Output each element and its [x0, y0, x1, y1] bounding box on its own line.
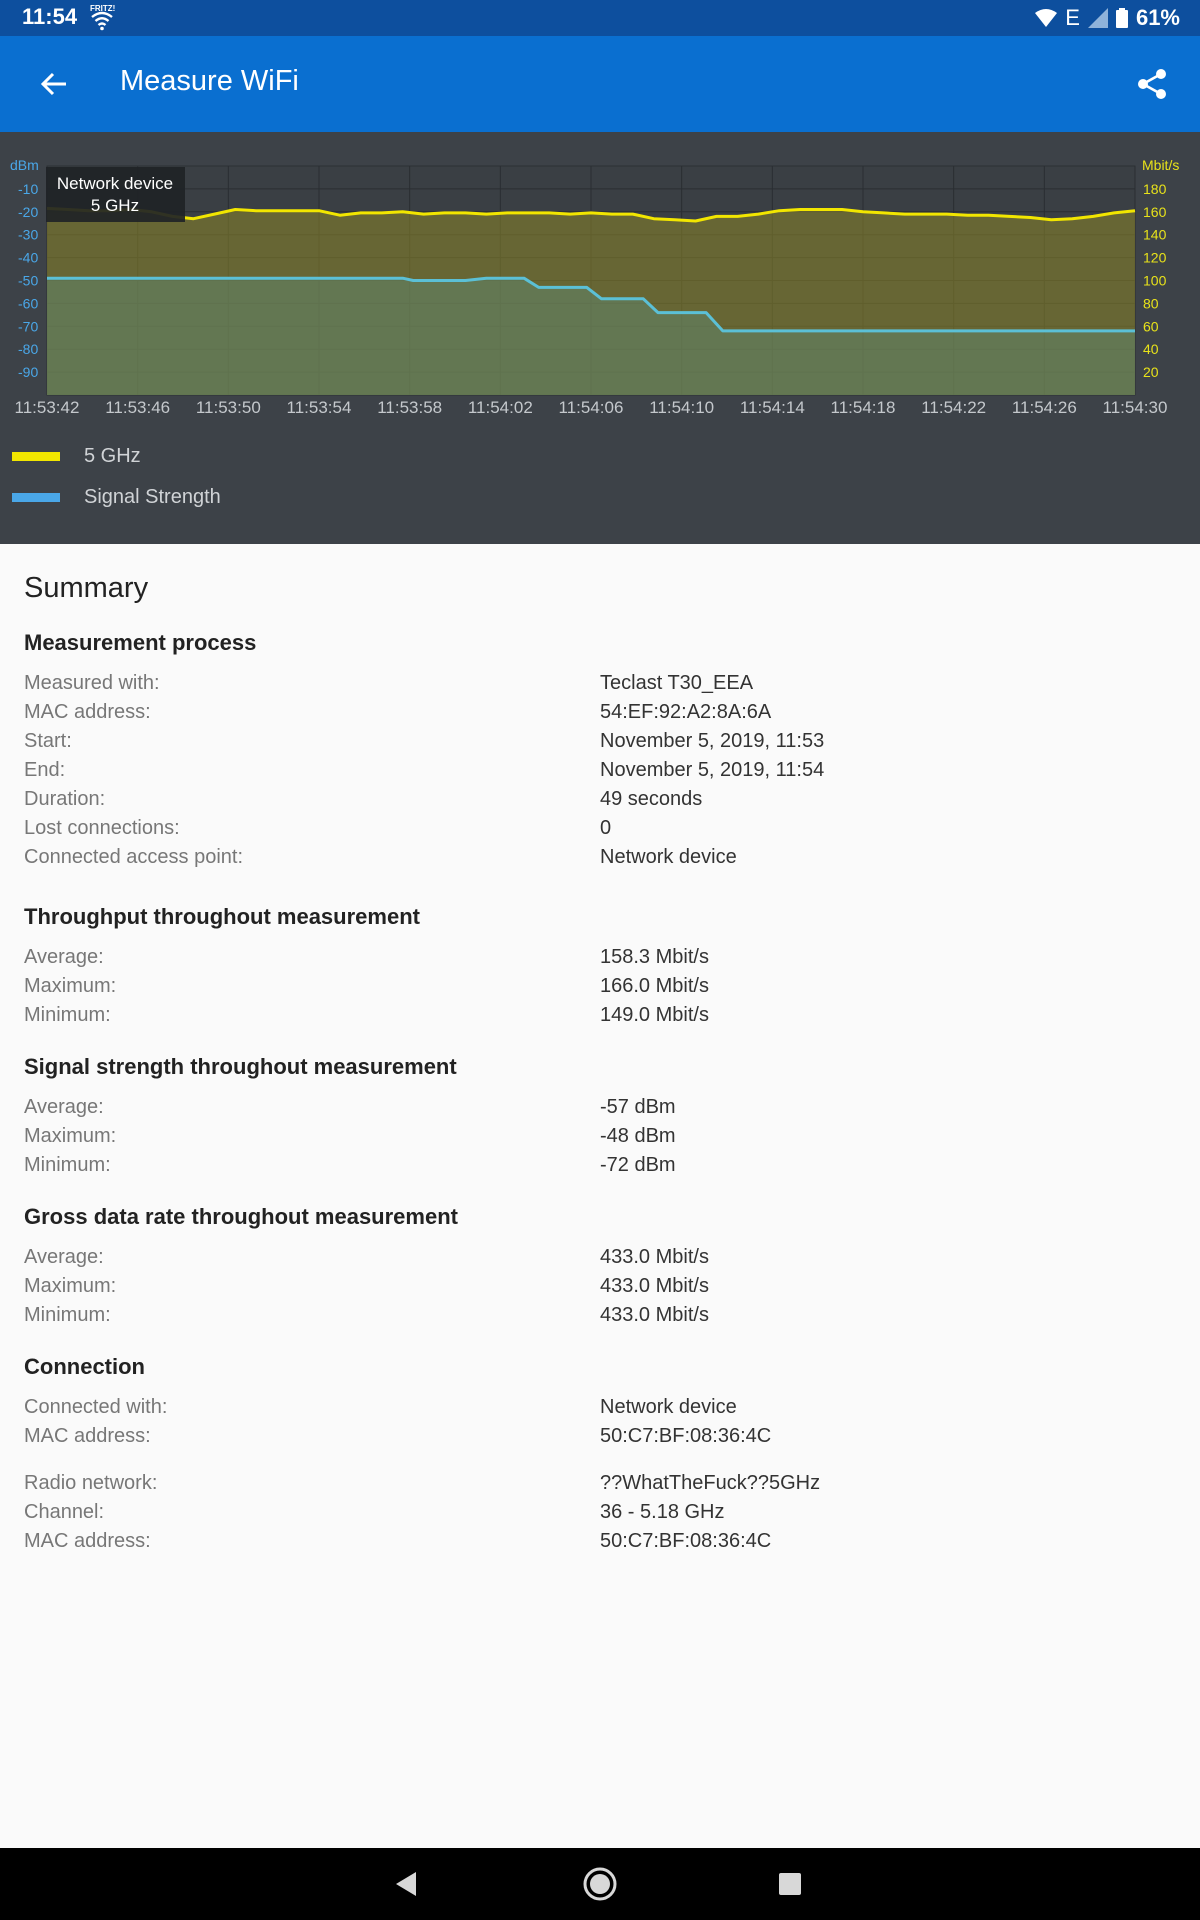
summary-row [24, 1004, 1176, 1033]
row-label: Channel: [24, 1501, 105, 1523]
row-label: Connected with: [24, 1396, 168, 1418]
left-axis-tick: -90 [18, 364, 39, 381]
row-label: Maximum: [24, 975, 117, 997]
left-axis-tick: -80 [18, 341, 39, 358]
row-value: November 5, 2019, 11:53 [600, 730, 825, 752]
row-label: MAC address: [24, 1425, 151, 1447]
left-axis-tick: -20 [18, 203, 39, 220]
x-axis-tick: 11:53:54 [286, 398, 352, 417]
status-bar [0, 0, 1200, 36]
row-value: -48 dBm [600, 1125, 676, 1147]
left-axis-tick: -60 [18, 295, 39, 312]
section-title: Signal strength throughout measurement [24, 1054, 457, 1079]
summary-row [24, 1096, 1176, 1125]
row-label: Maximum: [24, 1125, 117, 1147]
legend-swatch-yellow [12, 452, 60, 461]
summary-row [24, 1246, 1176, 1275]
page-title: Measure WiFi [120, 65, 299, 97]
row-value: 50:C7:BF:08:36:4C [600, 1530, 772, 1552]
x-axis-tick: 11:54:02 [467, 398, 533, 417]
row-value: Network device [600, 846, 737, 868]
x-axis-tick: 11:54:26 [1011, 398, 1077, 417]
summary-row [24, 1396, 1176, 1425]
x-axis-tick: 11:54:18 [830, 398, 896, 417]
x-axis-tick: 11:54:06 [558, 398, 624, 417]
right-axis-tick: 100 [1143, 272, 1167, 289]
nav-recents-square-icon [778, 1872, 802, 1896]
summary-row [24, 788, 1176, 817]
row-value: Teclast T30_EEA [600, 672, 754, 694]
right-axis-tick: 140 [1143, 226, 1167, 243]
wifi-icon [1035, 8, 1057, 28]
summary-row [24, 1125, 1176, 1154]
section-title: Throughput throughout measurement [24, 904, 420, 929]
x-axis-tick: 11:54:22 [921, 398, 987, 417]
row-label: Connected access point: [24, 846, 244, 868]
x-axis-tick: 11:53:50 [195, 398, 261, 417]
row-label: MAC address: [24, 701, 151, 723]
right-axis-tick: 40 [1143, 341, 1159, 358]
summary-row [24, 1275, 1176, 1304]
legend-label: 5 GHz [84, 445, 141, 467]
row-value: 36 - 5.18 GHz [600, 1501, 725, 1523]
row-value: 158.3 Mbit/s [600, 946, 709, 968]
right-axis-tick: 80 [1143, 295, 1159, 312]
summary-row [24, 946, 1176, 975]
row-value: 433.0 Mbit/s [600, 1275, 709, 1297]
tooltip-line: Network device [56, 174, 174, 193]
left-axis-unit: dBm [10, 157, 39, 173]
left-axis-tick: -30 [18, 226, 39, 243]
row-label: Duration: [24, 788, 106, 810]
right-axis-tick: 120 [1143, 249, 1167, 266]
network-type: E [1065, 5, 1080, 30]
left-axis-tick: -50 [18, 272, 39, 289]
section-title: Gross data rate throughout measurement [24, 1204, 458, 1229]
summary-row [24, 759, 1176, 788]
row-label: Average: [24, 946, 104, 968]
x-axis-tick: 11:53:46 [105, 398, 171, 417]
row-value: November 5, 2019, 11:54 [600, 759, 825, 781]
nav-back-button[interactable] [386, 1864, 426, 1904]
row-label: Minimum: [24, 1004, 111, 1026]
section-title: Measurement process [24, 630, 257, 655]
arrow-left-icon [40, 70, 68, 98]
right-axis-tick: 160 [1143, 203, 1167, 220]
summary-row [24, 1154, 1176, 1183]
nav-home-button[interactable] [580, 1864, 620, 1904]
right-axis-unit: Mbit/s [1142, 157, 1180, 173]
legend-label: Signal Strength [84, 486, 221, 508]
svg-text:FRITZ!: FRITZ! [90, 4, 116, 13]
status-time: 11:54 [22, 4, 78, 29]
row-label: Minimum: [24, 1304, 111, 1326]
row-value: 166.0 Mbit/s [600, 975, 709, 997]
row-label: Average: [24, 1096, 104, 1118]
section-title: Connection [24, 1354, 145, 1379]
summary-row [24, 701, 1176, 730]
fritz-wifi-icon [88, 2, 116, 32]
row-value: -72 dBm [600, 1154, 676, 1176]
x-axis-tick: 11:54:30 [1102, 398, 1168, 417]
row-value: 0 [600, 817, 612, 839]
row-label: Measured with: [24, 672, 160, 694]
chart-panel [0, 132, 1200, 544]
right-axis-tick: 60 [1143, 318, 1159, 335]
summary-row [24, 730, 1176, 759]
left-axis-tick: -70 [18, 318, 39, 335]
summary-row [24, 1304, 1176, 1333]
nav-recents-button[interactable] [770, 1864, 810, 1904]
row-label: End: [24, 759, 66, 781]
row-label: Average: [24, 1246, 104, 1268]
legend-item-signal [12, 486, 221, 509]
row-value: Network device [600, 1396, 737, 1418]
x-axis-tick: 11:54:10 [649, 398, 715, 417]
nav-back-triangle-icon [394, 1871, 418, 1897]
x-axis-tick: 11:53:42 [14, 398, 80, 417]
app-bar [0, 36, 1200, 132]
wifi-measurement-chart[interactable] [0, 132, 1200, 544]
battery-percent: 61% [1135, 5, 1180, 30]
row-label: Minimum: [24, 1154, 111, 1176]
row-label: MAC address: [24, 1530, 151, 1552]
row-value: 433.0 Mbit/s [600, 1246, 709, 1268]
row-value: 54:EF:92:A2:8A:6A [600, 701, 772, 723]
row-value: -57 dBm [600, 1096, 676, 1118]
tooltip-line: 5 GHz [90, 196, 140, 215]
left-axis-tick: -10 [18, 180, 39, 197]
right-axis-tick: 20 [1143, 364, 1159, 381]
row-label: Radio network: [24, 1472, 158, 1494]
share-button[interactable] [1128, 60, 1176, 108]
summary-row [24, 1425, 1176, 1454]
summary-row [24, 846, 1176, 875]
row-label: Start: [24, 730, 72, 752]
summary-row [24, 1472, 1176, 1501]
summary-row [24, 672, 1176, 701]
legend-item-5ghz [12, 445, 141, 468]
row-value: ??WhatTheFuck??5GHz [600, 1472, 821, 1494]
row-value: 50:C7:BF:08:36:4C [600, 1425, 772, 1447]
left-axis-tick: -40 [18, 249, 39, 266]
share-icon [1137, 68, 1167, 100]
summary-row [24, 1501, 1176, 1530]
cell-signal-icon [1088, 8, 1108, 28]
x-axis-tick: 11:53:58 [377, 398, 443, 417]
summary-row [24, 817, 1176, 846]
row-value: 49 seconds [600, 788, 703, 810]
row-label: Lost connections: [24, 817, 180, 839]
summary-row [24, 1530, 1176, 1559]
battery-icon [1116, 8, 1128, 28]
navigation-bar [0, 1848, 1200, 1920]
summary-title: Summary [24, 572, 149, 604]
back-button[interactable] [30, 60, 78, 108]
right-axis-tick: 180 [1143, 180, 1167, 197]
row-value: 149.0 Mbit/s [600, 1004, 709, 1026]
x-axis-tick: 11:54:14 [739, 398, 805, 417]
summary-row [24, 975, 1176, 1004]
legend-swatch-blue [12, 493, 60, 502]
row-label: Maximum: [24, 1275, 117, 1297]
nav-home-circle-icon [582, 1866, 618, 1902]
row-value: 433.0 Mbit/s [600, 1304, 709, 1326]
